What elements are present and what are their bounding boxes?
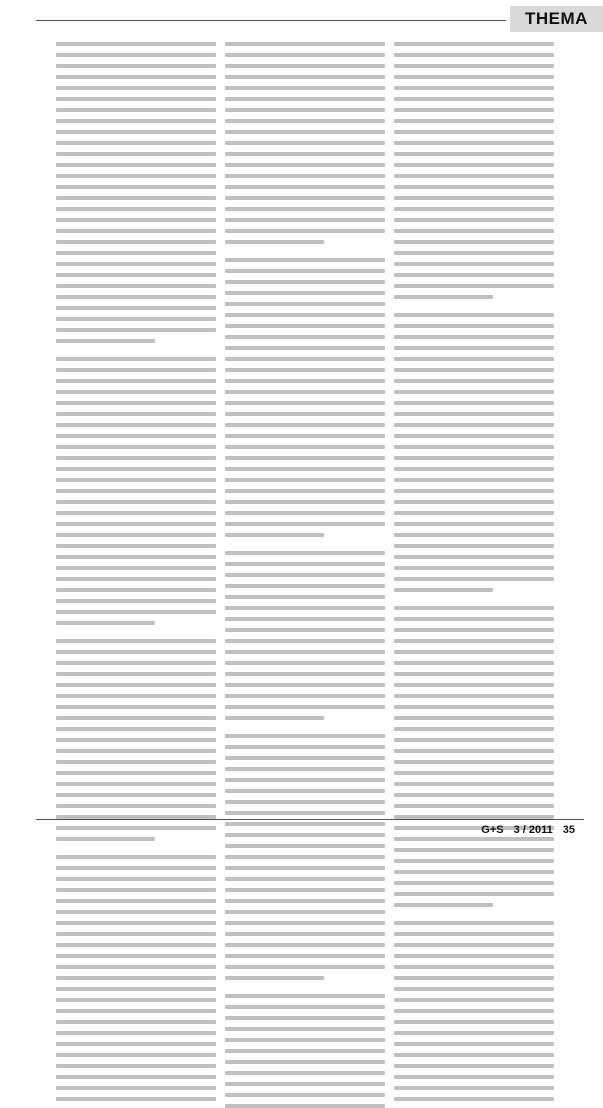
- illegible-text-line: [56, 877, 216, 881]
- illegible-text-line: [56, 390, 216, 394]
- illegible-text-line: [56, 97, 216, 101]
- illegible-text-line: [56, 185, 216, 189]
- illegible-text-line: [225, 163, 385, 167]
- illegible-text-line: [394, 661, 554, 665]
- text-column-2: [225, 42, 385, 812]
- illegible-text-line: [225, 218, 385, 222]
- illegible-text-line: [394, 716, 554, 720]
- illegible-text-line: [394, 1064, 554, 1068]
- illegible-text-line: [394, 75, 554, 79]
- illegible-text-line: [394, 401, 554, 405]
- illegible-text-line: [56, 423, 216, 427]
- illegible-text-line: [394, 965, 554, 969]
- illegible-text-line: [56, 273, 216, 277]
- illegible-text-line: [225, 97, 385, 101]
- illegible-text-line: [394, 533, 554, 537]
- illegible-text-line: [56, 317, 216, 321]
- illegible-text-line: [225, 1093, 385, 1097]
- illegible-text-line: [225, 628, 385, 632]
- illegible-text-line: [394, 42, 554, 46]
- illegible-text-line: [225, 390, 385, 394]
- illegible-text-line: [394, 346, 554, 350]
- illegible-text-line: [56, 738, 216, 742]
- illegible-text-line: [56, 75, 216, 79]
- illegible-text-line: [225, 152, 385, 156]
- illegible-text-line: [225, 533, 324, 537]
- illegible-text-line: [394, 251, 554, 255]
- illegible-text-line: [56, 306, 216, 310]
- illegible-text-line: [56, 855, 216, 859]
- illegible-text-line: [225, 1071, 385, 1075]
- illegible-text-line: [56, 1086, 216, 1090]
- illegible-text-line: [56, 339, 155, 343]
- illegible-text-line: [225, 822, 385, 826]
- illegible-text-line: [225, 119, 385, 123]
- illegible-text-line: [56, 533, 216, 537]
- illegible-text-line: [394, 555, 554, 559]
- illegible-text-line: [225, 573, 385, 577]
- illegible-text-line: [56, 284, 216, 288]
- illegible-text-line: [225, 196, 385, 200]
- illegible-text-line: [394, 1042, 554, 1046]
- illegible-text-line: [394, 738, 554, 742]
- illegible-text-line: [225, 888, 385, 892]
- illegible-text-line: [394, 760, 554, 764]
- illegible-text-line: [394, 683, 554, 687]
- illegible-text-line: [225, 64, 385, 68]
- illegible-text-line: [56, 456, 216, 460]
- illegible-text-line: [394, 108, 554, 112]
- illegible-text-line: [225, 379, 385, 383]
- illegible-text-line: [56, 1064, 216, 1068]
- illegible-text-line: [225, 844, 385, 848]
- illegible-text-line: [56, 53, 216, 57]
- illegible-text-line: [225, 617, 385, 621]
- illegible-text-line: [225, 756, 385, 760]
- illegible-text-line: [56, 1020, 216, 1024]
- illegible-text-line: [225, 943, 385, 947]
- illegible-text-line: [394, 588, 493, 592]
- illegible-text-line: [56, 401, 216, 405]
- illegible-text-line: [394, 943, 554, 947]
- illegible-text-line: [394, 606, 554, 610]
- illegible-text-line: [56, 500, 216, 504]
- illegible-text-line: [394, 1009, 554, 1013]
- illegible-text-line: [56, 705, 216, 709]
- illegible-text-line: [394, 467, 554, 471]
- illegible-text-line: [394, 749, 554, 753]
- illegible-text-line: [225, 650, 385, 654]
- illegible-text-line: [394, 324, 554, 328]
- illegible-text-line: [225, 954, 385, 958]
- illegible-text-line: [394, 119, 554, 123]
- illegible-text-line: [394, 727, 554, 731]
- illegible-text-line: [56, 771, 216, 775]
- illegible-text-line: [56, 987, 216, 991]
- illegible-text-line: [394, 412, 554, 416]
- illegible-text-line: [394, 423, 554, 427]
- section-label: THEMA: [525, 9, 588, 28]
- illegible-text-line: [56, 727, 216, 731]
- illegible-text-line: [225, 976, 324, 980]
- illegible-text-line: [225, 489, 385, 493]
- illegible-text-line: [394, 566, 554, 570]
- illegible-text-line: [394, 174, 554, 178]
- illegible-text-line: [394, 617, 554, 621]
- illegible-text-line: [225, 229, 385, 233]
- illegible-text-line: [394, 273, 554, 277]
- illegible-text-line: [394, 141, 554, 145]
- illegible-text-line: [56, 650, 216, 654]
- page-number: 35: [562, 824, 575, 836]
- illegible-text-line: [56, 163, 216, 167]
- illegible-text-line: [394, 379, 554, 383]
- illegible-text-line: [225, 53, 385, 57]
- illegible-text-line: [394, 954, 554, 958]
- illegible-text-line: [56, 661, 216, 665]
- illegible-text-line: [394, 357, 554, 361]
- illegible-text-line: [225, 921, 385, 925]
- illegible-text-line: [394, 368, 554, 372]
- illegible-text-line: [225, 705, 385, 709]
- illegible-text-line: [56, 921, 216, 925]
- illegible-text-line: [56, 866, 216, 870]
- text-column-1: [56, 42, 216, 812]
- illegible-text-line: [394, 650, 554, 654]
- illegible-text-line: [225, 595, 385, 599]
- illegible-text-line: [394, 86, 554, 90]
- illegible-text-line: [56, 1009, 216, 1013]
- illegible-text-line: [56, 837, 155, 841]
- illegible-text-line: [225, 833, 385, 837]
- illegible-text-line: [394, 218, 554, 222]
- illegible-text-line: [56, 174, 216, 178]
- illegible-text-line: [56, 368, 216, 372]
- illegible-text-line: [225, 855, 385, 859]
- illegible-text-line: [225, 639, 385, 643]
- illegible-text-line: [394, 848, 554, 852]
- illegible-text-line: [394, 262, 554, 266]
- illegible-text-line: [56, 522, 216, 526]
- illegible-text-line: [56, 694, 216, 698]
- illegible-text-line: [394, 511, 554, 515]
- illegible-text-line: [394, 1086, 554, 1090]
- illegible-text-line: [225, 1060, 385, 1064]
- illegible-text-line: [56, 64, 216, 68]
- illegible-text-line: [225, 965, 385, 969]
- illegible-text-line: [225, 1027, 385, 1031]
- illegible-text-line: [56, 119, 216, 123]
- illegible-text-line: [56, 760, 216, 764]
- text-column-3: [394, 42, 554, 812]
- illegible-text-line: [56, 196, 216, 200]
- illegible-text-line: [394, 892, 554, 896]
- illegible-text-line: [56, 1075, 216, 1079]
- illegible-text-line: [225, 280, 385, 284]
- illegible-text-line: [225, 445, 385, 449]
- illegible-text-line: [56, 826, 216, 830]
- illegible-text-line: [56, 566, 216, 570]
- illegible-text-line: [56, 42, 216, 46]
- illegible-text-line: [225, 207, 385, 211]
- illegible-text-line: [56, 976, 216, 980]
- illegible-text-line: [56, 379, 216, 383]
- illegible-text-line: [56, 1042, 216, 1046]
- illegible-text-line: [225, 1082, 385, 1086]
- illegible-text-line: [394, 489, 554, 493]
- illegible-text-line: [394, 152, 554, 156]
- illegible-text-line: [56, 130, 216, 134]
- illegible-text-line: [56, 86, 216, 90]
- illegible-text-line: [394, 870, 554, 874]
- illegible-text-line: [225, 910, 385, 914]
- illegible-text-line: [225, 302, 385, 306]
- illegible-text-line: [56, 639, 216, 643]
- illegible-text-line: [56, 672, 216, 676]
- illegible-text-line: [394, 639, 554, 643]
- illegible-text-line: [225, 683, 385, 687]
- illegible-text-line: [56, 478, 216, 482]
- illegible-text-line: [225, 478, 385, 482]
- illegible-text-line: [56, 467, 216, 471]
- illegible-text-line: [394, 434, 554, 438]
- illegible-text-line: [394, 705, 554, 709]
- illegible-text-line: [225, 672, 385, 676]
- illegible-text-line: [56, 108, 216, 112]
- illegible-text-line: [394, 793, 554, 797]
- illegible-text-line: [394, 1075, 554, 1079]
- illegible-text-line: [225, 75, 385, 79]
- illegible-text-line: [225, 877, 385, 881]
- illegible-text-line: [225, 346, 385, 350]
- illegible-text-line: [225, 412, 385, 416]
- illegible-text-line: [225, 401, 385, 405]
- illegible-text-line: [394, 390, 554, 394]
- illegible-text-line: [225, 767, 385, 771]
- illegible-text-line: [225, 185, 385, 189]
- illegible-text-line: [225, 324, 385, 328]
- illegible-text-line: [56, 683, 216, 687]
- illegible-text-line: [56, 251, 216, 255]
- illegible-text-line: [225, 258, 385, 262]
- illegible-text-line: [394, 229, 554, 233]
- illegible-text-line: [225, 1104, 385, 1108]
- footer-rule: [36, 819, 584, 820]
- illegible-text-line: [394, 881, 554, 885]
- illegible-text-line: [394, 64, 554, 68]
- illegible-text-line: [225, 1038, 385, 1042]
- illegible-text-line: [225, 423, 385, 427]
- illegible-text-line: [225, 932, 385, 936]
- illegible-text-line: [394, 694, 554, 698]
- illegible-text-line: [225, 789, 385, 793]
- illegible-text-line: [56, 1031, 216, 1035]
- illegible-text-line: [225, 500, 385, 504]
- illegible-text-line: [225, 141, 385, 145]
- illegible-text-line: [225, 291, 385, 295]
- illegible-text-line: [225, 108, 385, 112]
- illegible-text-line: [394, 240, 554, 244]
- illegible-text-line: [56, 489, 216, 493]
- illegible-text-line: [56, 357, 216, 361]
- illegible-text-line: [225, 994, 385, 998]
- illegible-text-line: [56, 262, 216, 266]
- illegible-text-line: [394, 456, 554, 460]
- illegible-text-line: [56, 621, 155, 625]
- illegible-text-line: [56, 229, 216, 233]
- illegible-text-line: [394, 921, 554, 925]
- illegible-text-line: [56, 577, 216, 581]
- illegible-text-line: [56, 295, 216, 299]
- header-rule: [36, 20, 506, 21]
- illegible-text-line: [394, 500, 554, 504]
- illegible-text-line: [225, 522, 385, 526]
- illegible-text-line: [394, 544, 554, 548]
- illegible-text-line: [56, 152, 216, 156]
- illegible-text-line: [56, 599, 216, 603]
- illegible-text-line: [394, 522, 554, 526]
- illegible-text-line: [394, 859, 554, 863]
- illegible-text-line: [56, 965, 216, 969]
- illegible-text-line: [394, 445, 554, 449]
- illegible-text-line: [56, 998, 216, 1002]
- illegible-text-line: [394, 782, 554, 786]
- illegible-text-line: [394, 295, 493, 299]
- illegible-text-line: [394, 207, 554, 211]
- illegible-text-line: [225, 357, 385, 361]
- illegible-text-line: [394, 284, 554, 288]
- illegible-text-line: [394, 976, 554, 980]
- illegible-text-line: [394, 628, 554, 632]
- illegible-text-line: [394, 53, 554, 57]
- illegible-text-line: [394, 478, 554, 482]
- illegible-text-line: [394, 837, 554, 841]
- illegible-text-line: [225, 866, 385, 870]
- illegible-text-line: [56, 954, 216, 958]
- illegible-text-line: [56, 716, 216, 720]
- illegible-text-line: [225, 661, 385, 665]
- illegible-text-line: [56, 1053, 216, 1057]
- illegible-text-line: [394, 313, 554, 317]
- illegible-text-line: [56, 943, 216, 947]
- illegible-text-line: [225, 551, 385, 555]
- illegible-text-line: [225, 778, 385, 782]
- illegible-text-line: [225, 606, 385, 610]
- illegible-text-line: [56, 888, 216, 892]
- illegible-text-line: [394, 1053, 554, 1057]
- illegible-text-line: [225, 313, 385, 317]
- illegible-text-line: [225, 584, 385, 588]
- illegible-text-line: [225, 269, 385, 273]
- illegible-text-line: [56, 899, 216, 903]
- illegible-text-line: [56, 749, 216, 753]
- illegible-text-line: [225, 42, 385, 46]
- illegible-text-line: [225, 456, 385, 460]
- illegible-text-line: [56, 544, 216, 548]
- illegible-text-line: [56, 445, 216, 449]
- illegible-text-line: [394, 771, 554, 775]
- illegible-text-line: [225, 174, 385, 178]
- illegible-text-line: [56, 141, 216, 145]
- illegible-text-line: [394, 932, 554, 936]
- illegible-text-line: [56, 1097, 216, 1101]
- illegible-text-line: [225, 1016, 385, 1020]
- illegible-text-line: [56, 804, 216, 808]
- illegible-text-line: [225, 511, 385, 515]
- illegible-text-line: [225, 467, 385, 471]
- journal-name: G+S: [481, 824, 504, 836]
- illegible-text-line: [225, 130, 385, 134]
- illegible-text-line: [56, 434, 216, 438]
- illegible-text-line: [394, 97, 554, 101]
- illegible-text-line: [394, 163, 554, 167]
- illegible-text-line: [56, 910, 216, 914]
- illegible-text-line: [56, 207, 216, 211]
- illegible-text-line: [225, 335, 385, 339]
- illegible-text-line: [394, 577, 554, 581]
- illegible-text-line: [394, 1020, 554, 1024]
- illegible-text-line: [56, 412, 216, 416]
- illegible-text-line: [225, 368, 385, 372]
- illegible-text-line: [225, 694, 385, 698]
- illegible-text-line: [225, 240, 324, 244]
- illegible-text-line: [225, 434, 385, 438]
- illegible-text-line: [56, 328, 216, 332]
- illegible-text-line: [394, 1031, 554, 1035]
- illegible-text-line: [394, 1097, 554, 1101]
- illegible-text-line: [394, 987, 554, 991]
- illegible-text-line: [56, 793, 216, 797]
- illegible-text-line: [56, 218, 216, 222]
- illegible-text-line: [56, 588, 216, 592]
- illegible-text-line: [394, 185, 554, 189]
- illegible-text-line: [225, 1005, 385, 1009]
- illegible-text-line: [225, 800, 385, 804]
- issue-number: 3 / 2011: [513, 824, 553, 836]
- illegible-text-line: [56, 240, 216, 244]
- illegible-text-line: [56, 511, 216, 515]
- illegible-text-line: [225, 716, 324, 720]
- illegible-text-line: [394, 998, 554, 1002]
- illegible-text-line: [394, 672, 554, 676]
- illegible-text-line: [225, 562, 385, 566]
- illegible-text-line: [56, 555, 216, 559]
- illegible-text-line: [394, 196, 554, 200]
- footer: [481, 824, 575, 836]
- illegible-text-line: [394, 804, 554, 808]
- illegible-text-line: [394, 335, 554, 339]
- illegible-text-line: [56, 932, 216, 936]
- illegible-text-line: [225, 811, 385, 815]
- illegible-text-line: [225, 899, 385, 903]
- illegible-text-line: [56, 782, 216, 786]
- illegible-text-line: [225, 1049, 385, 1053]
- illegible-text-line: [56, 610, 216, 614]
- illegible-text-line: [394, 130, 554, 134]
- illegible-text-line: [225, 745, 385, 749]
- illegible-text-line: [394, 903, 493, 907]
- illegible-text-line: [225, 734, 385, 738]
- illegible-text-line: [225, 86, 385, 90]
